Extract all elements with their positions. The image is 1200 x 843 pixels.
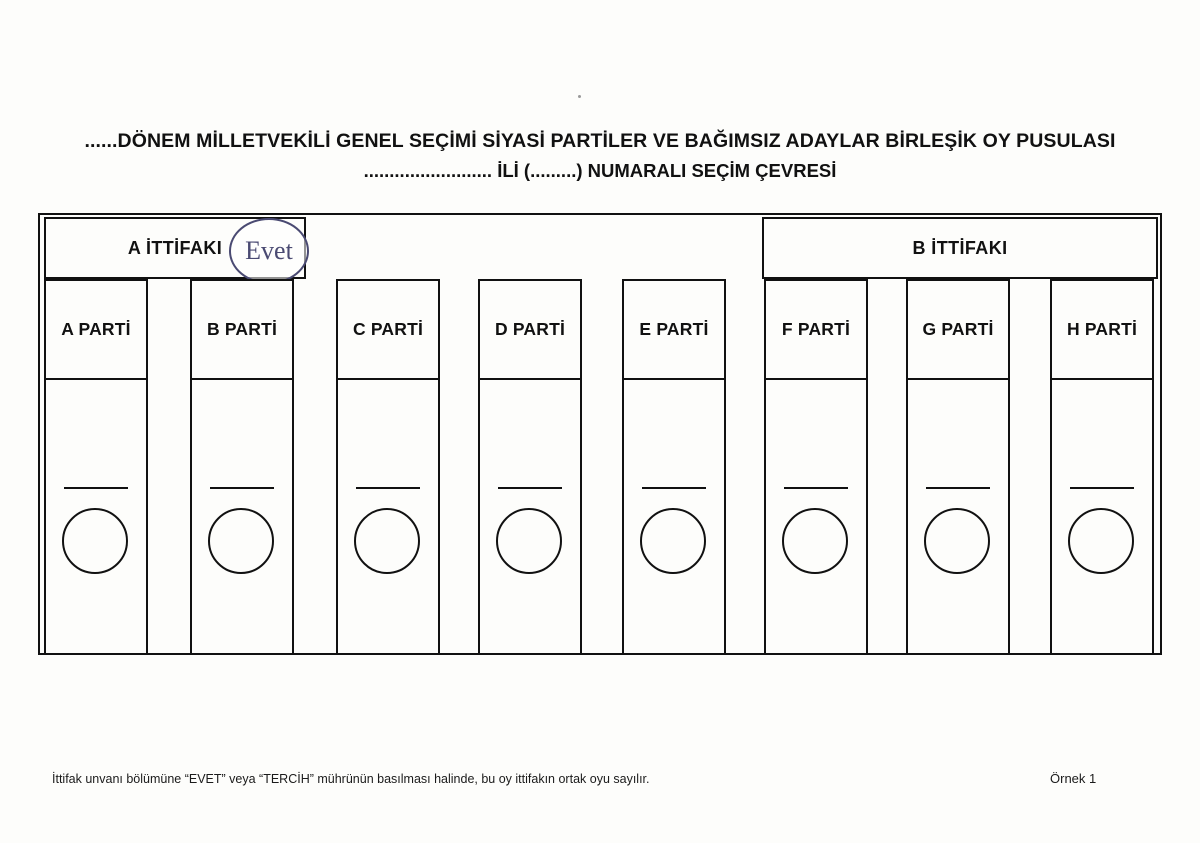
party-column [1050, 279, 1154, 655]
party-column [906, 279, 1010, 655]
party-name-box[interactable] [1050, 279, 1154, 380]
party-name-box[interactable] [764, 279, 868, 380]
party-name-box[interactable] [44, 279, 148, 380]
party-name-box[interactable] [622, 279, 726, 380]
party-column [478, 279, 582, 655]
party-name-label: D PARTİ [494, 319, 566, 339]
evet-stamp-text: Evet [245, 236, 293, 265]
party-name-label: G PARTİ [922, 319, 994, 339]
vote-circle[interactable] [354, 508, 420, 574]
party-name-label: C PARTİ [352, 319, 424, 339]
vote-circle[interactable] [208, 508, 274, 574]
party-column [764, 279, 868, 655]
preference-line [1070, 487, 1134, 489]
footer-example-label: Örnek 1 [1050, 771, 1097, 786]
party-column [336, 279, 440, 655]
party-name-box[interactable] [906, 279, 1010, 380]
party-name-box[interactable] [336, 279, 440, 380]
vote-circle[interactable] [496, 508, 562, 574]
party-name-label: H PARTİ [1066, 319, 1138, 339]
alliance-label-b: B İTTİFAKI [912, 237, 1008, 258]
evet-stamp-icon [229, 218, 309, 284]
party-name-label: B PARTİ [206, 319, 278, 339]
page-subtitle: ......................... İLİ (.........) NUMARALI SEÇİM ÇEVRESİ [363, 160, 837, 181]
alliance-label-a: A İTTİFAKI [127, 237, 223, 258]
preference-line [498, 487, 562, 489]
vote-circle[interactable] [62, 508, 128, 574]
vote-circle[interactable] [924, 508, 990, 574]
party-name-label: A PARTİ [61, 319, 131, 339]
vote-circle[interactable] [1068, 508, 1134, 574]
preference-line [642, 487, 706, 489]
footer-note: İttifak unvanı bölümüne “EVET” veya “TERCİH” mührünün basılması halinde, bu oy ittifakın ortak oyu sayılır. [52, 772, 650, 786]
party-name-box[interactable] [190, 279, 294, 380]
scan-artifact-speck [578, 95, 581, 98]
preference-line [210, 487, 274, 489]
preference-line [356, 487, 420, 489]
party-name-label: E PARTİ [639, 319, 709, 339]
party-name-label: F PARTİ [781, 319, 851, 339]
party-column [44, 279, 148, 655]
preference-line [64, 487, 128, 489]
document-heading [0, 130, 1200, 182]
alliance-banner-b[interactable] [762, 217, 1158, 279]
page-title: ......DÖNEM MİLLETVEKİLİ GENEL SEÇİMİ SİYASİ PARTİLER VE BAĞIMSIZ ADAYLAR BİRLEŞİK OY PUSULASI [84, 130, 1116, 152]
preference-line [926, 487, 990, 489]
vote-circle[interactable] [782, 508, 848, 574]
party-column [622, 279, 726, 655]
party-name-box[interactable] [478, 279, 582, 380]
preference-line [784, 487, 848, 489]
vote-circle[interactable] [640, 508, 706, 574]
party-column [190, 279, 294, 655]
